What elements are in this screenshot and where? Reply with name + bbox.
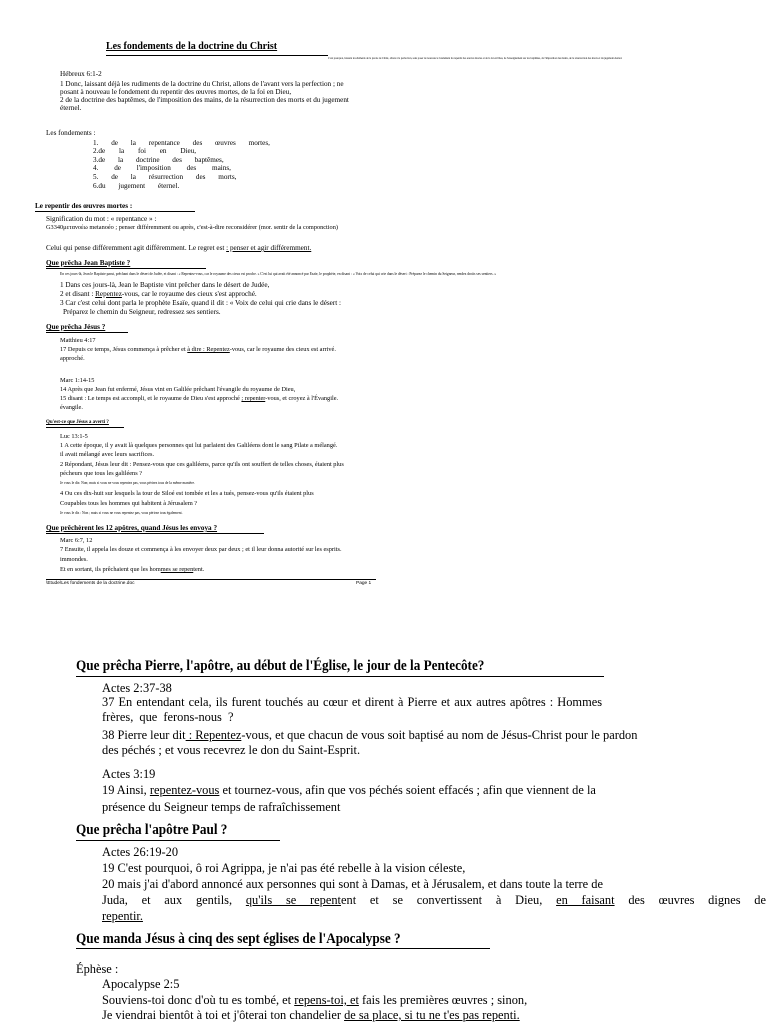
section-heading: Qu'est-ce que Jésus a averti ? <box>46 420 109 425</box>
actes237-line: frères, que ferons-nous ? <box>102 710 234 724</box>
hebreux-line: 1 Donc, laissant déjà les rudiments de la doctrine du Christ, allons de l'avant vers la perfection ; ne <box>60 80 344 88</box>
marc1-line: 14 Après que Jean fut enfermé, Jésus vint en Galilée prêchant l'évangile du royaume de Dieu, <box>60 386 296 393</box>
fondement-item: 1. de la repentance des œuvres mortes, <box>93 139 270 147</box>
actes26-line: 20 mais j'ai d'abord annoncé aux personnes qui sont à Damas, et à Jérusalem, et dans toute la terre de <box>102 877 603 891</box>
jean-line: 2 et disant : Repentez-vous, car le royaume des cieux s'est approché. <box>60 290 257 298</box>
luc-ref: Luc 13:1-5 <box>60 433 88 440</box>
matthieu-line: 17 Depuis ce temps, Jésus commença à prêcher et à dire : Repentez-vous, car le royaume des cieux est arrivé. <box>60 346 336 353</box>
marc6-line: 7 Ensuite, il appela les douze et commença à les envoyer deux par deux ; et il leur donna autorité sur les esprits. <box>60 546 342 553</box>
marc6-line: immondes. <box>60 556 88 563</box>
marc1-ref: Marc 1:14-15 <box>60 377 95 384</box>
luc-line: 2 Répondant, Jésus leur dit : Pensez-vous que ces galiléens, parce qu'ils ont souffert de telles choses, étaient plus <box>60 461 344 468</box>
footer-filename: \Etude\Les fondements de la doctrine.doc <box>46 581 135 586</box>
signification: Signification du mot : « repentance » : <box>46 215 157 223</box>
hebreux-line: 2 de la doctrine des baptêmes, de l'imposition des mains, de la résurrection des morts et du jugement <box>60 96 349 104</box>
section-heading: Que prêcha l'apôtre Paul ? <box>76 821 228 838</box>
actes319-line: 19 Ainsi, repentez-vous et tournez-vous, afin que vos péchés soient effacés ; afin que viennent de la <box>102 783 596 797</box>
jean-summary: En ces jours-là, Jean le Baptiste parut, prêchant dans le désert de Judée, et disant : « Repentez-vous, car le royaume des cieux est proche. » C'est lui qui avait été annoncé par Esaïe, le prophète, en disant : « Voix de celui qui crie dans le désert : Préparez le chemin du Seigneur, rendez droits ses sentiers. » <box>60 272 497 276</box>
footer-page-number: Page 1 <box>356 581 372 586</box>
marc6-ref: Marc 6:7, 12 <box>60 537 93 544</box>
hebreux-line: éternel. <box>60 104 82 112</box>
matthieu-line: approché. <box>60 355 85 362</box>
apocalypse-ref: Apocalypse 2:5 <box>102 977 180 991</box>
apocalypse-line: Souviens-toi donc d'où tu es tombé, et repens-toi, et fais les premières œuvres ; sinon, <box>102 993 528 1007</box>
fondement-item: 3.de la doctrine des baptêmes, <box>93 156 224 164</box>
heading-rule <box>35 211 195 212</box>
hebreux-line: posant à nouveau le fondement du repentir des œuvres mortes, de la foi en Dieu, <box>60 88 292 96</box>
celui-qui-pense: Celui qui pense différemment agit différemment. Le regret est : penser et agir différemment. <box>46 244 312 252</box>
luc-line: Je vous le dis: Non; mais si vous ne vous repentez pas, vous périrez tous de la même manière. <box>60 481 195 485</box>
actes26-line: Juda, et aux gentils, qu'ils se repentent et se convertissent à Dieu, en faisant des œuvres dignes de <box>102 893 766 907</box>
luc-line: 1 A cette époque, il y avait là quelques personnes qui lui parlaient des Galiléens dont le sang Pilate a mélangé. <box>60 442 338 449</box>
heading-rule <box>46 533 264 534</box>
actes319-line: présence du Seigneur temps de rafraîchissement <box>102 800 341 814</box>
actes319-ref: Actes 3:19 <box>102 767 156 781</box>
fondement-item: 2.de la foi en Dieu, <box>93 147 197 155</box>
marc6-line: Et en sortant, ils prêchaient que les hommes se repentent. <box>60 566 205 573</box>
luc-line: 4 Ou ces dix-huit sur lesquels la tour de Siloé est tombée et les a tués, pensez-vous qu'ils étaient plus <box>60 490 314 497</box>
luc-line: Coupables tous les hommes qui habitent à Jérusalem ? <box>60 500 198 507</box>
actes26-line: repentir. <box>102 909 143 923</box>
marc1-line: 15 disant : Le temps est accompli, et le royaume de Dieu s'est approché ; repenter-vous, et croyez à l'Évangile. <box>60 395 339 402</box>
luc-line: il avait mélangé avec leurs sacrifices. <box>60 451 155 458</box>
fondement-item: 5. de la résurrection des morts, <box>93 173 237 181</box>
heading-rule <box>76 948 490 949</box>
hebreux-ref: Hébreux 6:1-2 <box>60 70 102 78</box>
heading-rule <box>76 676 604 677</box>
apocalypse-line: Je viendrai bientôt à toi et j'ôterai ton chandelier de sa place, si tu ne t'es pas repenti. <box>102 1008 520 1022</box>
fondements-label: Les fondements : <box>46 129 96 137</box>
section-heading: Que manda Jésus à cinq des sept églises de l'Apocalypse ? <box>76 930 401 947</box>
footer-rule <box>46 579 376 580</box>
marc1-line: évangile. <box>60 404 83 411</box>
luc-line: Je vous le dis : Non ; mais si vous ne vous repentez pas, vous périrez tous également. <box>60 511 183 515</box>
fondement-item: 4. de l'imposition des mains, <box>93 164 231 172</box>
section-heading: Que prêcha Pierre, l'apôtre, au début de l'Église, le jour de la Pentecôte? <box>76 657 485 674</box>
jean-line: 1 Dans ces jours-là, Jean le Baptiste vint prêcher dans le désert de Judée, <box>60 281 270 289</box>
section-heading: Le repentir des œuvres mortes : <box>35 202 133 210</box>
matthieu-ref: Matthieu 4:17 <box>60 337 96 344</box>
luc-line: pécheurs que tous les galiléens ? <box>60 470 143 477</box>
heading-rule <box>76 840 280 841</box>
header-note: C'est pourquoi, laissant les éléments de la parole de Christ, allons à la perfection, sans poser de nouveau le fondement du repentir des œuvres mortes et de la foi en Dieu, de l'enseignement sur les baptêmes, de l'imposition des mains, de la résurrection des morts et du jugement éternel. <box>328 57 623 60</box>
fondement-item: 6.du jugement éternel. <box>93 182 180 190</box>
heading-rule <box>46 332 128 333</box>
actes237-ref: Actes 2:37-38 <box>102 681 172 695</box>
section-heading: Que prêcha Jésus ? <box>46 323 106 331</box>
greek-definition: G3340μετανοέω metanoéo ; penser différemment ou après, c'est-à-dire reconsidérer (mor. sentir de la componction) <box>46 224 338 231</box>
actes238-line: des péchés ; et vous recevrez le don du Saint-Esprit. <box>102 743 361 757</box>
actes237-line: 37 En entendant cela, ils furent touchés au cœur et dirent à Pierre et aux autres apôtres : Hommes <box>102 695 603 709</box>
ephese-label: Éphèse : <box>76 962 119 976</box>
heading-rule <box>46 427 124 428</box>
heading-rule <box>46 268 206 269</box>
section-heading: Que prêchèrent les 12 apôtres, quand Jésus les envoya ? <box>46 524 218 532</box>
actes26-line: 19 C'est pourquoi, ô roi Agrippa, je n'ai pas été rebelle à la vision céleste, <box>102 861 466 875</box>
actes238-line: 38 Pierre leur dit : Repentez-vous, et que chacun de vous soit baptisé au nom de Jésus-Christ pour le pardon <box>102 728 638 742</box>
title-rule <box>106 55 328 56</box>
section-heading: Que prêcha Jean Baptiste ? <box>46 259 131 267</box>
page-title: Les fondements de la doctrine du Christ <box>106 41 278 52</box>
jean-line: Préparez le chemin du Seigneur, redressez ses sentiers. <box>63 308 221 316</box>
actes26-ref: Actes 26:19-20 <box>102 845 179 859</box>
jean-line: 3 Car c'est celui dont parla le prophète Esaïe, quand il dit : « Voix de celui qui crie dans le désert : <box>60 299 342 307</box>
